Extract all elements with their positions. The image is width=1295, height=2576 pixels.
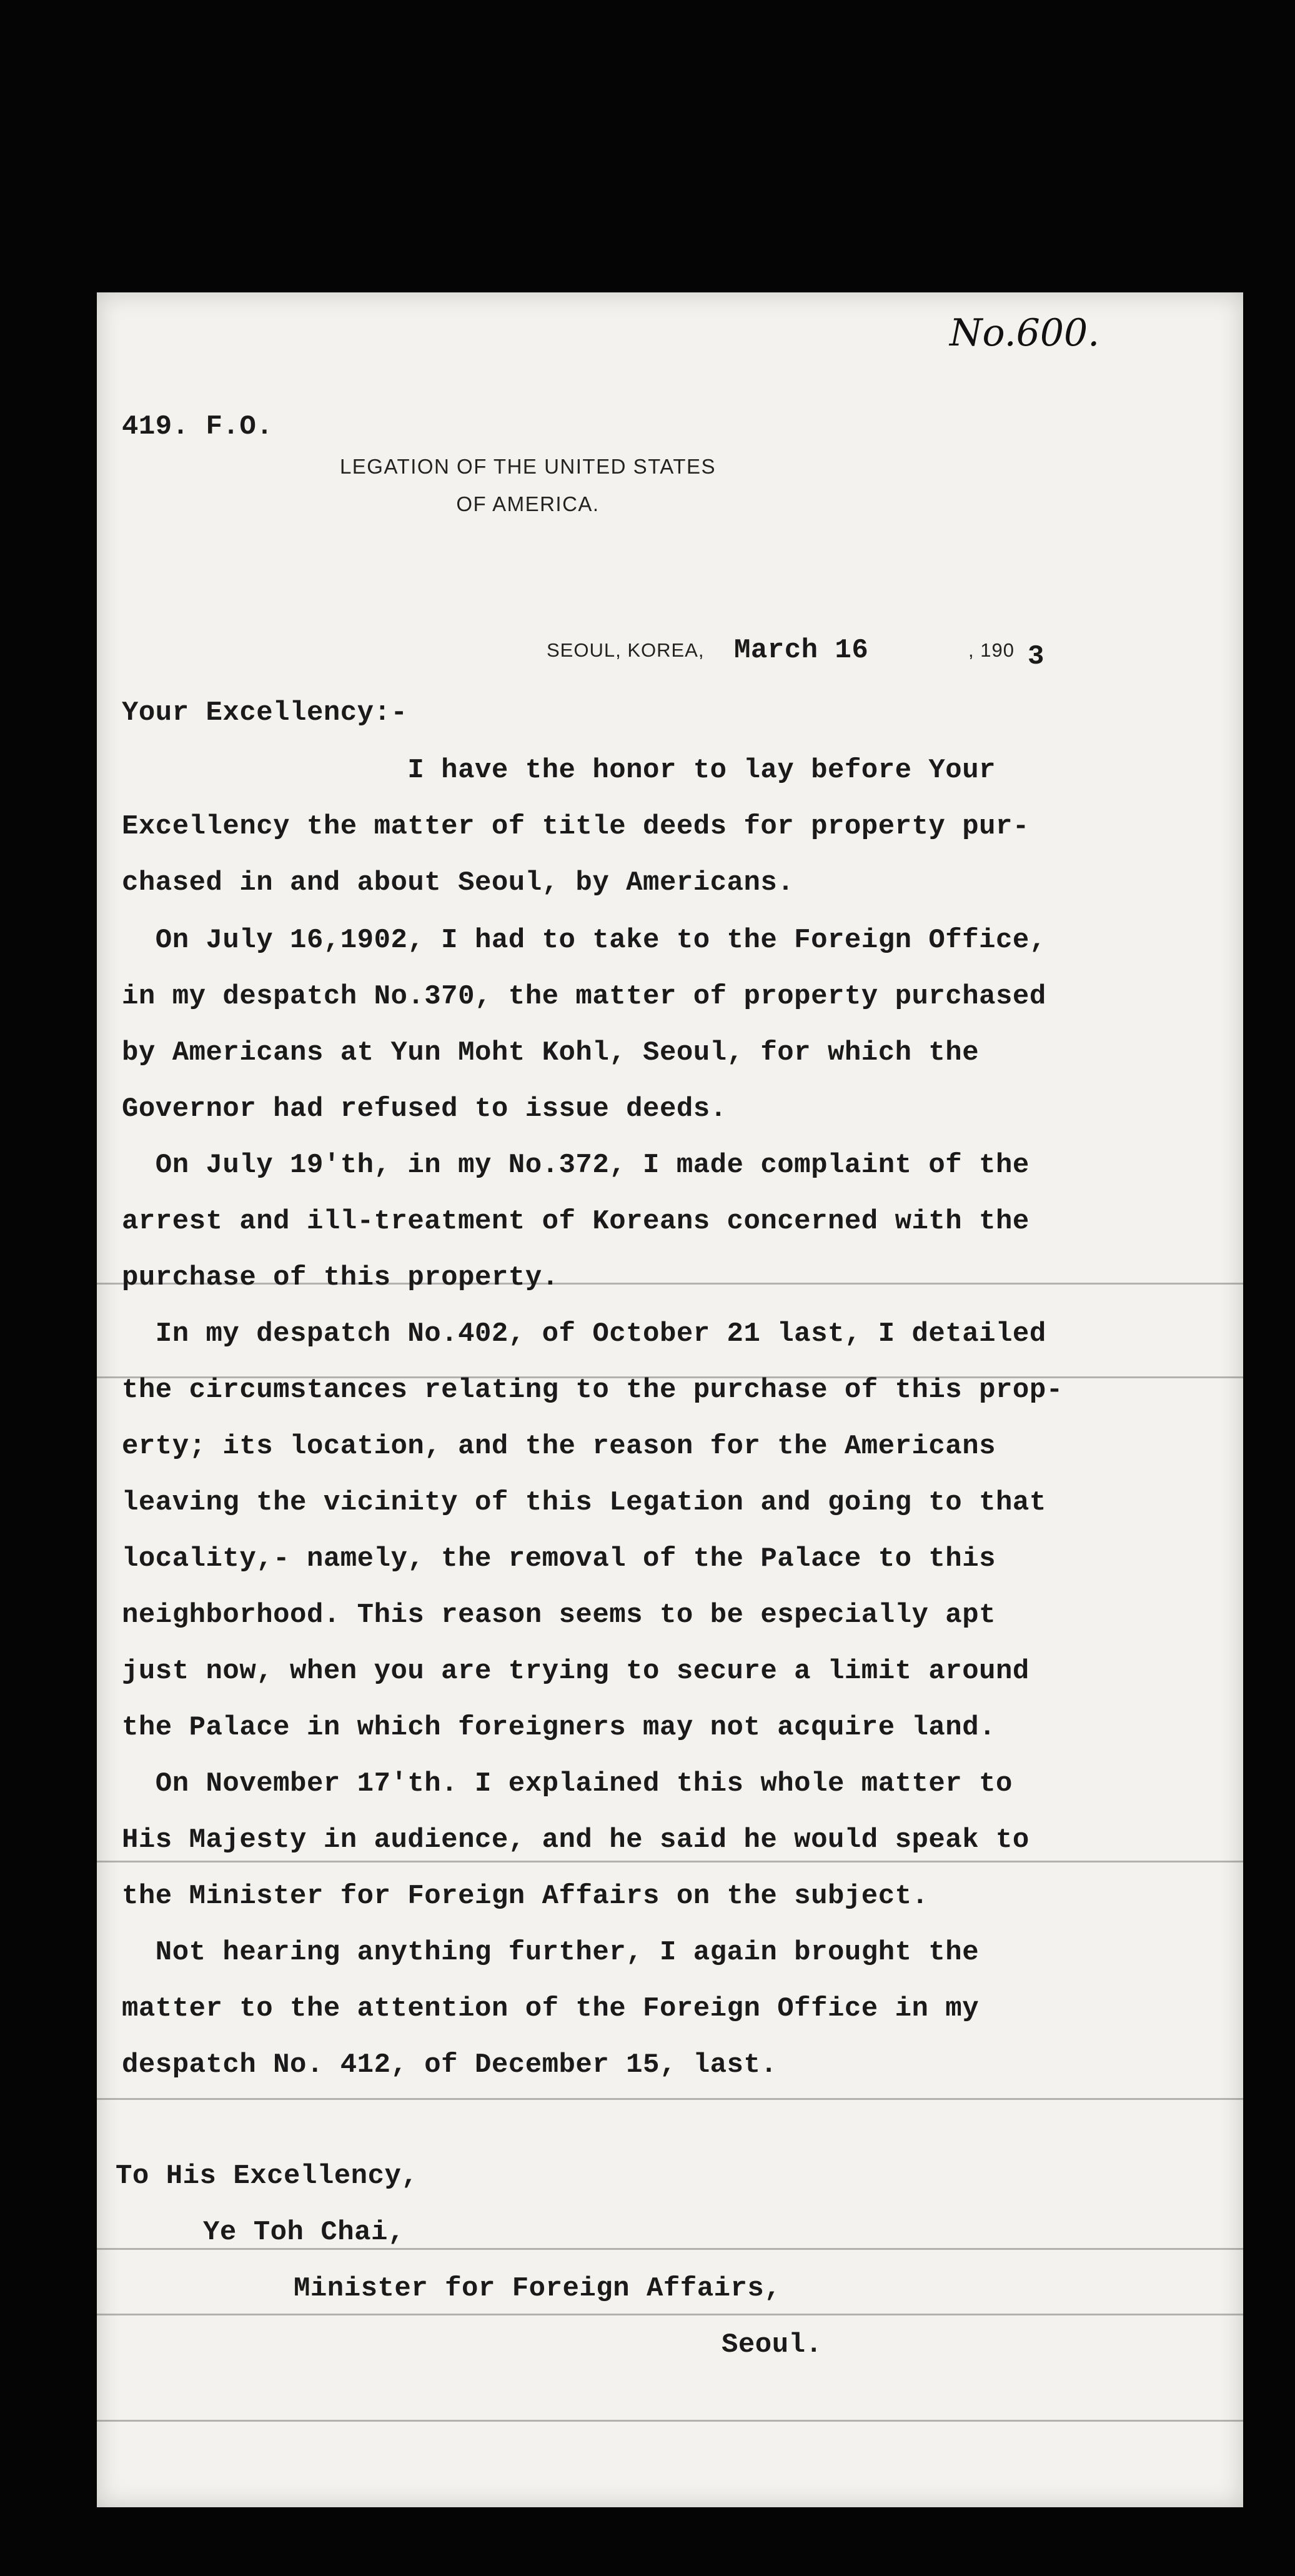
salutation: Your Excellency:- [122,697,408,729]
body-line: just now, when you are trying to secure a limit around [122,1656,1030,1687]
body-line: On July 19'th, in my No.372, I made complaint of the [122,1150,1030,1181]
body-line: in my despatch No.370, the matter of property purchased [122,981,1046,1012]
body-line: leaving the vicinity of this Legation and going to that [122,1487,1046,1518]
body-line: by Americans at Yun Moht Kohl, Seoul, for which the [122,1037,980,1068]
rule-line [97,1861,1243,1862]
file-reference: 419. F.O. [122,411,274,442]
rule-line [97,2420,1243,2422]
body-line: Governor had refused to issue deeds. [122,1093,727,1125]
body-line: neighborhood. This reason seems to be especially apt [122,1599,996,1631]
dateline-place: SEOUL, KOREA, [547,639,705,661]
body-line: I have the honor to lay before Your [122,755,996,786]
dateline-year-suffix: 3 [1028,641,1044,672]
letterhead-line-2: OF AMERICA. [456,492,600,515]
dateline-year-prefix: , 190 [968,639,1015,661]
rule-line [97,2314,1243,2315]
body-line: His Majesty in audience, and he said he would speak to [122,1824,1030,1856]
handwritten-mark: No.600. [950,311,1100,355]
body-line: Not hearing anything further, I again brought the [122,1937,980,1968]
body-line: In my despatch No.402, of October 21 last, I detailed [122,1318,1046,1350]
body-line: chased in and about Seoul, by Americans. [122,867,795,898]
rule-line [97,2248,1243,2250]
body-line: On July 16,1902, I had to take to the Foreign Office, [122,925,1046,956]
address-line-2: Ye Toh Chai, [203,2217,405,2248]
letter-page [97,292,1243,2507]
body-line: despatch No. 412, of December 15, last. [122,2049,778,2081]
body-line: On November 17'th. I explained this whole matter to [122,1768,1013,1799]
address-line-4: Seoul. [722,2329,823,2360]
body-line: locality,- namely, the removal of the Palace to this [122,1543,996,1574]
address-line-3: Minister for Foreign Affairs, [294,2273,781,2304]
body-line: purchase of this property. [122,1262,559,1293]
body-line: erty; its location, and the reason for the Americans [122,1431,996,1462]
body-line: the Minister for Foreign Affairs on the subject. [122,1881,929,1912]
address-line-1: To His Excellency, [116,2161,419,2192]
dateline-date: March 16 [734,635,869,666]
rule-line [97,2098,1243,2100]
letterhead-line-1: LEGATION OF THE UNITED STATES [339,455,717,478]
body-line: Excellency the matter of title deeds for property pur- [122,811,1030,842]
body-line: matter to the attention of the Foreign Office in my [122,1993,980,2024]
body-line: the Palace in which foreigners may not acquire land. [122,1712,996,1743]
body-line: arrest and ill-treatment of Koreans concerned with the [122,1206,1030,1237]
body-line: the circumstances relating to the purchase of this prop- [122,1375,1063,1406]
